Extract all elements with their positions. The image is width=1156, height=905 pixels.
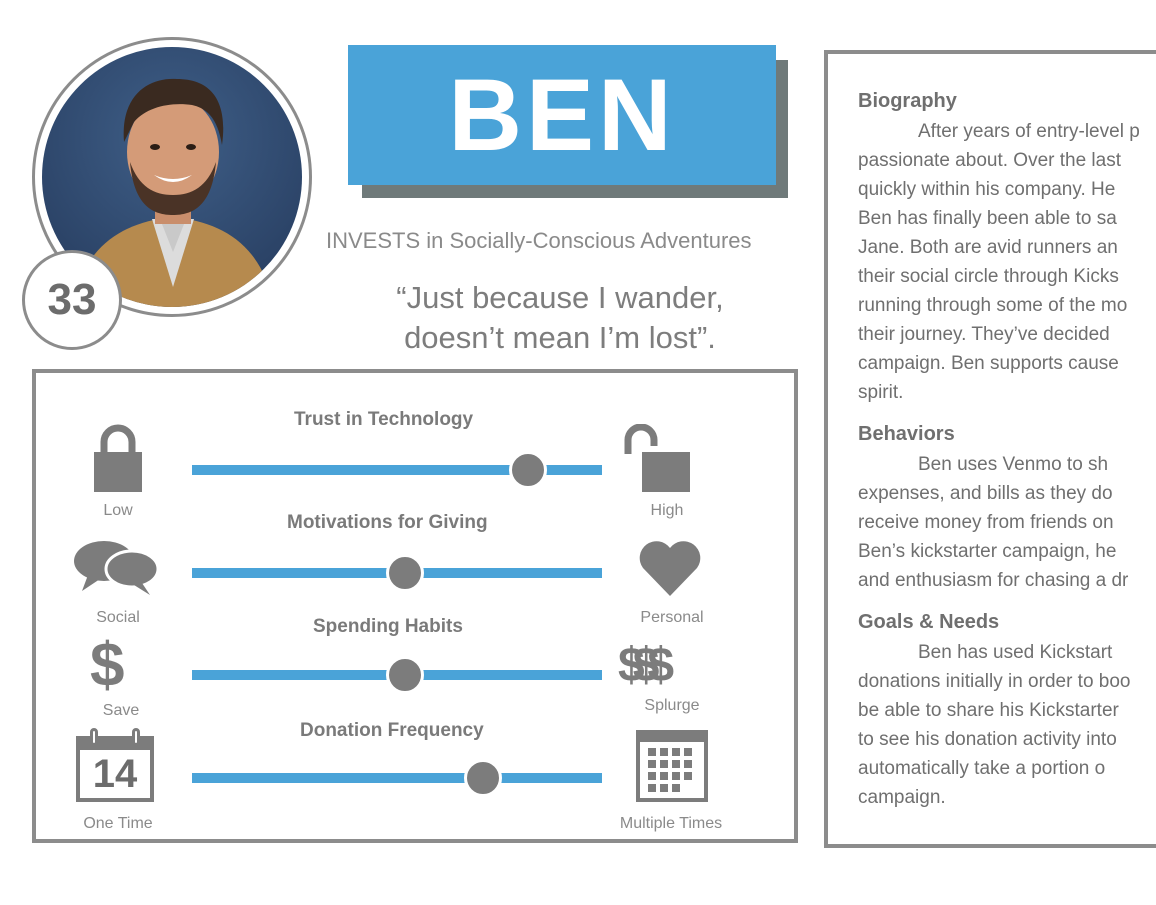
biography-line: their social circle through Kicks [858,266,1119,287]
biography-line: running through some of the mo [858,295,1128,316]
age-badge: 33 [22,250,122,350]
persona-quote [340,278,780,358]
scale-track-donation [192,773,602,783]
chat-bubbles-icon [74,539,158,597]
behaviors-title: Behaviors [858,423,955,445]
scale-track-motivations [192,568,602,578]
scale-title-donation: Donation Frequency [300,720,484,741]
goals-line: be able to share his Kickstarter [858,700,1119,721]
scale-high-label-trust: High [650,502,684,519]
biography-line: quickly within his company. He [858,179,1116,200]
goals-line: donations initially in order to boo [858,671,1131,692]
scale-knob-motivations[interactable] [386,554,424,592]
scale-knob-trust[interactable] [509,451,547,489]
biography-line: Jane. Both are avid runners an [858,237,1118,258]
scale-title-trust: Trust in Technology [294,409,474,430]
scale-track-spending [192,670,602,680]
scale-knob-spending[interactable] [386,656,424,694]
biography-line: campaign. Ben supports cause [858,353,1119,374]
scale-high-label-motivations: Personal [640,609,704,626]
biography-line: spirit. [858,382,904,403]
behaviors-section [858,423,1156,595]
scale-knob-donation[interactable] [464,759,502,797]
quote-line-2: doesn’t mean I’m lost”. [404,320,716,355]
invests-tagline: INVESTS in Socially-Conscious Adventures [326,228,752,253]
goals-line: to see his donation activity into [858,729,1117,750]
behaviors-text [858,450,1156,595]
biography-title: Biography [858,90,957,112]
goals-line: Ben has used Kickstart [918,642,1113,663]
persona-scales-panel [32,369,798,843]
name-banner [348,45,776,185]
goals-text [858,638,1156,812]
behaviors-line: expenses, and bills as they do [858,483,1113,504]
biography-text [858,117,1156,407]
scale-low-label-trust: Low [103,502,133,519]
calendar-day-icon [76,728,154,802]
unlock-icon [622,424,692,492]
scale-title-motivations: Motivations for Giving [287,512,488,533]
calendar-day-number: 14 [92,752,138,796]
scale-high-label-donation: Multiple Times [619,815,723,832]
scale-high-label-spending: Splurge [644,697,700,714]
behaviors-line: receive money from friends on [858,512,1114,533]
behaviors-line: and enthusiasm for chasing a dr [858,570,1129,591]
lock-icon [92,424,144,492]
scale-low-label-spending: Save [102,702,140,719]
goals-line: automatically take a portion o [858,758,1106,779]
triple-dollar-icon: $$$ [618,639,663,692]
quote-line-1: “Just because I wander, [396,280,724,315]
behaviors-line: Ben uses Venmo to sh [918,454,1109,475]
goals-line: campaign. [858,787,946,808]
behaviors-line: Ben’s kickstarter campaign, he [858,541,1117,562]
biography-section [858,90,1156,407]
dollar-icon: $ [90,631,125,700]
heart-icon [639,540,701,596]
scale-title-spending: Spending Habits [313,616,463,637]
goals-title: Goals & Needs [858,611,1000,633]
scale-low-label-motivations: Social [96,609,140,626]
goals-section [858,611,1156,812]
scale-track-trust [192,465,602,475]
biography-panel [824,50,1156,848]
persona-name: BEN [448,58,676,172]
biography-line: passionate about. Over the last [858,150,1121,171]
biography-line: their journey. They’ve decided [858,324,1110,345]
scale-low-label-donation: One Time [83,815,153,832]
biography-line: After years of entry-level p [918,121,1140,142]
biography-line: Ben has finally been able to sa [858,208,1117,229]
calendar-grid-icon [636,730,708,802]
